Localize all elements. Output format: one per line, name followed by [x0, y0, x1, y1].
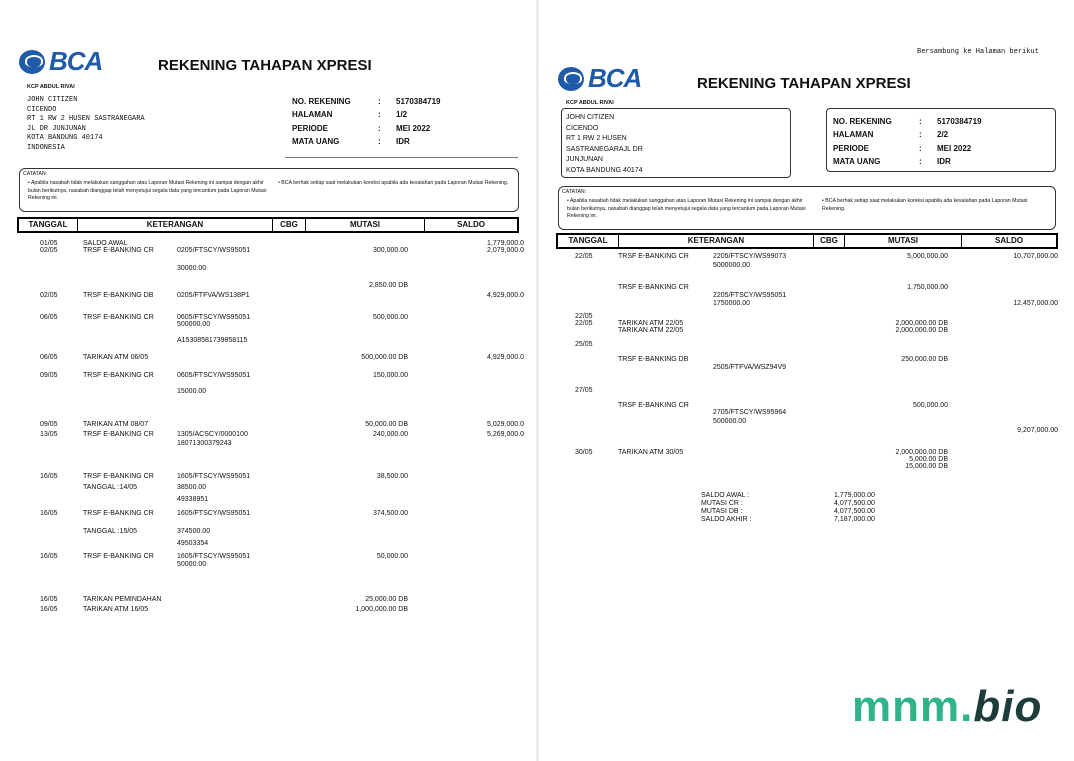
info-label: HALAMAN	[292, 110, 333, 120]
row-reference: 49338951	[177, 496, 209, 503]
col-mutasi: MUTASI	[306, 219, 425, 231]
row-date: 25/05	[575, 341, 593, 348]
row-date: 06/05	[40, 354, 58, 361]
address-line: CICENDO	[27, 105, 57, 114]
row-date: 22/05	[575, 253, 593, 260]
branch-name: KCP ABDUL RIVAI	[27, 84, 75, 90]
notes-title: CATATAN:	[23, 171, 48, 177]
row-description: TANGGAL :15/05	[83, 528, 138, 535]
col-tanggal: TANGGAL	[19, 219, 78, 231]
row-mutasi: 5,000.00 DB	[909, 456, 948, 463]
row-description: TRSF E-BANKING CR	[83, 473, 154, 480]
row-description: TRSF E-BANKING CR	[83, 510, 154, 517]
bca-logo	[558, 63, 641, 94]
note-right: • BCA berhak setiap saat melakukan koreksi apabila ada kesalahan pada Laporan Mutasi Rekening.	[822, 198, 1028, 212]
row-mutasi: 500,000.00 DB	[361, 354, 408, 361]
row-description: TRSF E-BANKING CR	[83, 372, 154, 379]
watermark-part: mnm.	[852, 682, 974, 731]
statement-title: REKENING TAHAPAN XPRESI	[158, 57, 372, 74]
summary-label: MUTASI CR :	[701, 500, 743, 507]
row-mutasi: 300,000.00	[372, 247, 408, 254]
account-info	[833, 115, 982, 168]
row-saldo: 12,457,000.00	[1013, 300, 1058, 307]
summary-value: 1,779,000.00	[834, 492, 875, 499]
statement-title: REKENING TAHAPAN XPRESI	[697, 75, 911, 92]
notes-title: CATATAN:	[562, 189, 587, 195]
row-saldo: 9,207,000.00	[1017, 427, 1058, 434]
row-reference: 1605/FTSCY/WS95051	[177, 510, 251, 517]
row-mutasi: 500,000.00	[912, 402, 948, 409]
info-sep: :	[378, 110, 381, 120]
row-mutasi: 150,000.00	[372, 372, 408, 379]
row-date: 09/05	[40, 421, 58, 428]
row-mutasi: 15,000.00 DB	[905, 463, 948, 470]
row-saldo: 10,707,000.00	[1013, 253, 1058, 260]
row-date: 16/05	[40, 510, 58, 517]
row-mutasi: 2,000,000.00 DB	[895, 449, 948, 456]
row-reference: 15000.00	[177, 388, 207, 395]
row-date: 16/05	[40, 596, 58, 603]
customer-address	[27, 96, 145, 153]
account-number: 5170384719	[937, 117, 982, 126]
row-description: TARIKAN ATM 06/05	[83, 354, 149, 361]
col-cbg: CBG	[814, 235, 845, 247]
statement-page-2	[539, 0, 1074, 761]
period: MEI 2022	[396, 123, 431, 133]
row-reference: 0605/FTSCY/WS95051	[177, 372, 251, 379]
info-label: HALAMAN	[833, 130, 874, 140]
row-date: 02/05	[40, 247, 58, 254]
row-mutasi: 1,750,000.00	[907, 284, 948, 291]
statement-page-1	[0, 0, 536, 761]
info-sep: :	[919, 156, 922, 166]
row-date: 06/05	[40, 314, 58, 321]
table-header	[17, 217, 519, 233]
info-sep: :	[919, 130, 922, 140]
address-line: RT 1 RW 2 HUSEN	[566, 135, 627, 143]
bca-logo-text: BCA	[49, 46, 103, 76]
row-mutasi: 5,000,000.00	[907, 253, 948, 260]
row-reference: 0605/FTSCY/WS95051	[177, 314, 251, 321]
row-reference: 500000.00	[177, 321, 211, 328]
row-saldo: 4,929,000.0	[487, 354, 524, 361]
row-mutasi: 500,000.00	[372, 314, 408, 321]
row-saldo: 1,779,000.0	[487, 240, 524, 247]
page-number: 2/2	[937, 130, 949, 140]
address-box	[561, 108, 791, 178]
row-reference: 2205/FTSCY/WS95051	[713, 292, 787, 299]
summary-label: MUTASI DB :	[701, 508, 743, 515]
row-reference: 374500.00	[177, 528, 211, 535]
customer-address	[566, 113, 643, 177]
table-header	[556, 233, 1058, 249]
address-line: JOHN CITIZEN	[27, 96, 78, 104]
row-date: 02/05	[40, 292, 58, 299]
period: MEI 2022	[937, 143, 972, 153]
row-date: 22/05	[575, 320, 593, 327]
bca-logo-icon	[19, 50, 45, 74]
row-description: TRSF E-BANKING CR	[618, 253, 689, 260]
row-reference: 2505/FTFVA/WSZ94V9	[713, 364, 787, 371]
info-label: PERIODE	[292, 123, 329, 133]
row-reference: 0205/FTSCY/WS95051	[177, 247, 251, 254]
info-sep: :	[378, 123, 381, 133]
row-description: SALDO AWAL	[83, 240, 128, 247]
row-description: TRSF E-BANKING CR	[83, 431, 154, 438]
row-date: 09/05	[40, 372, 58, 379]
row-saldo: 5,029,000.0	[487, 421, 524, 428]
address-line: JL DR JUNJUNAN	[27, 124, 86, 133]
account-info-box	[826, 108, 1056, 172]
summary-value: 7,187,000.00	[834, 516, 875, 523]
row-reference: 18071300379243	[177, 440, 232, 447]
address-line: JOHN CITIZEN	[566, 114, 615, 121]
row-reference: 1750000.00	[713, 300, 750, 307]
address-line: KOTA BANDUNG 40174	[27, 134, 103, 142]
row-date: 01/05	[40, 240, 58, 247]
row-date: 30/05	[575, 449, 593, 456]
row-mutasi: 2,000,000.00 DB	[895, 327, 948, 334]
summary-value: 4,077,500.00	[834, 500, 875, 507]
watermark	[852, 682, 1042, 732]
watermark-part: bio	[973, 682, 1043, 731]
col-tanggal: TANGGAL	[558, 235, 619, 247]
row-reference: 1605/FTSCY/WS95051	[177, 553, 251, 560]
address-line: RT 1 RW 2 HUSEN SASTRANEGARA	[27, 115, 145, 123]
info-label: PERIODE	[833, 143, 870, 153]
col-saldo: SALDO	[995, 236, 1023, 245]
row-date: 16/05	[40, 473, 58, 480]
info-label: NO. REKENING	[833, 117, 892, 126]
row-reference: 2705/FTSCY/WS95964	[713, 409, 787, 416]
row-date: 13/05	[40, 431, 58, 438]
row-reference: 0205/FTFVA/WS138P1	[177, 292, 250, 299]
row-description: TRSF E-BANKING DB	[83, 292, 154, 299]
row-description: TARIKAN ATM 22/05	[618, 320, 684, 327]
address-line: KOTA BANDUNG 40174	[566, 166, 643, 174]
summary-label: SALDO AKHIR :	[701, 516, 752, 523]
note-right: • BCA berhak setiap saat melakukan koreksi apabila ada kesalahan pada Laporan Mutasi Rekening.	[278, 180, 509, 186]
col-keterangan: KETERANGAN	[619, 235, 814, 247]
note-left: • Apabila nasabah tidak melakukan sanggahan atas Laporan Mutasi Rekening ini sampai dengan akhir bulan berikutnya, nasabah dianggap telah menyetujui segala data yang tercantum pada Laporan Mutasi Rekening ini.	[567, 198, 806, 219]
row-mutasi: 250,000.00 DB	[901, 356, 948, 363]
branch-name: KCP ABDUL RIVAI	[566, 100, 614, 106]
info-label: MATA UANG	[833, 156, 881, 166]
row-reference: 500000.00	[713, 418, 747, 425]
row-mutasi: 2,850.00 DB	[369, 282, 408, 289]
row-mutasi: 240,000.00	[372, 431, 408, 438]
row-mutasi: 50,000.00 DB	[365, 421, 408, 428]
account-number: 5170384719	[396, 97, 441, 106]
row-mutasi: 374,500.00	[372, 510, 408, 517]
row-description: TARIKAN ATM 22/05	[618, 327, 684, 334]
row-description: TRSF E-BANKING CR	[83, 314, 154, 321]
address-line: SASTRANEGARAJL DR	[566, 145, 643, 153]
note-left: • Apabila nasabah tidak melakukan sanggahan atas Laporan Mutasi Rekening ini sampai dengan akhir bulan berikutnya, nasabah dianggap telah menyetujui segala data yang tercantum pada Laporan Mutasi Rekening ini.	[28, 180, 267, 201]
row-description: TRSF E-BANKING DB	[618, 356, 689, 363]
row-description: TANGGAL :14/05	[83, 484, 138, 491]
info-label: NO. REKENING	[292, 97, 351, 106]
row-mutasi: 38,500.00	[376, 473, 408, 480]
row-mutasi: 50,000.00	[376, 553, 408, 560]
summary-value: 4,077,500.00	[834, 508, 875, 515]
row-description: TRSF E-BANKING CR	[83, 553, 154, 560]
col-mutasi: MUTASI	[845, 235, 962, 247]
row-saldo: 5,269,000.0	[487, 431, 524, 438]
currency: IDR	[396, 136, 410, 146]
row-mutasi: 2,000,000.00 DB	[895, 320, 948, 327]
bca-logo-text: BCA	[588, 63, 642, 93]
row-description: TARIKAN ATM 08/07	[83, 421, 149, 428]
info-label: MATA UANG	[292, 136, 340, 146]
row-description: TARIKAN PEMINDAHAN	[83, 596, 162, 603]
row-description: TRSF E-BANKING CR	[83, 247, 154, 254]
row-description: TRSF E-BANKING CR	[618, 284, 689, 291]
col-saldo: SALDO	[457, 220, 485, 229]
row-description: TRSF E-BANKING CR	[618, 402, 689, 409]
row-reference: 2205/FTSCY/WS99073	[713, 253, 787, 260]
bca-logo-icon	[558, 67, 584, 91]
col-cbg: CBG	[273, 219, 306, 231]
row-reference: A15308581739858115	[177, 337, 248, 344]
summary-label: SALDO AWAL :	[701, 492, 750, 499]
row-date: 22/05	[575, 313, 593, 320]
row-date: 16/05	[40, 553, 58, 560]
notes-box	[558, 186, 1056, 230]
notes-box	[19, 168, 519, 212]
divider	[285, 157, 518, 158]
summary	[701, 492, 875, 524]
row-reference: 1605/FTSCY/WS95051	[177, 473, 251, 480]
row-reference: 1305/ACSCY/0000100	[177, 431, 248, 438]
info-sep: :	[919, 117, 922, 126]
row-reference: 38500.00	[177, 484, 207, 491]
row-mutasi: 25,000.00 DB	[365, 596, 408, 603]
row-description: TARIKAN ATM 30/05	[618, 449, 684, 456]
row-date: 16/05	[40, 606, 58, 613]
address-line: INDONESIA	[27, 143, 65, 152]
page-number: 1/2	[396, 110, 408, 120]
row-reference: 49503354	[177, 540, 209, 547]
row-date: 27/05	[575, 387, 593, 394]
row-saldo: 4,929,000.0	[487, 292, 524, 299]
info-sep: :	[378, 136, 381, 146]
row-mutasi: 1,000,000.00 DB	[355, 606, 408, 613]
row-saldo: 2,079,000.0	[487, 247, 524, 254]
address-line: CICENDO	[566, 124, 599, 132]
currency: IDR	[937, 156, 951, 166]
bca-logo	[19, 46, 102, 77]
col-keterangan: KETERANGAN	[78, 219, 273, 231]
row-description: TARIKAN ATM 16/05	[83, 606, 149, 613]
row-reference: 50000.00	[177, 561, 207, 568]
row-reference: 30000.00	[177, 265, 207, 272]
continued-note: Bersambung ke Halaman berikut	[917, 48, 1039, 56]
info-sep: :	[378, 97, 381, 106]
row-reference: 5000000.00	[713, 262, 750, 269]
info-sep: :	[919, 143, 922, 153]
account-info	[292, 95, 441, 148]
address-line: JUNJUNAN	[566, 156, 603, 164]
